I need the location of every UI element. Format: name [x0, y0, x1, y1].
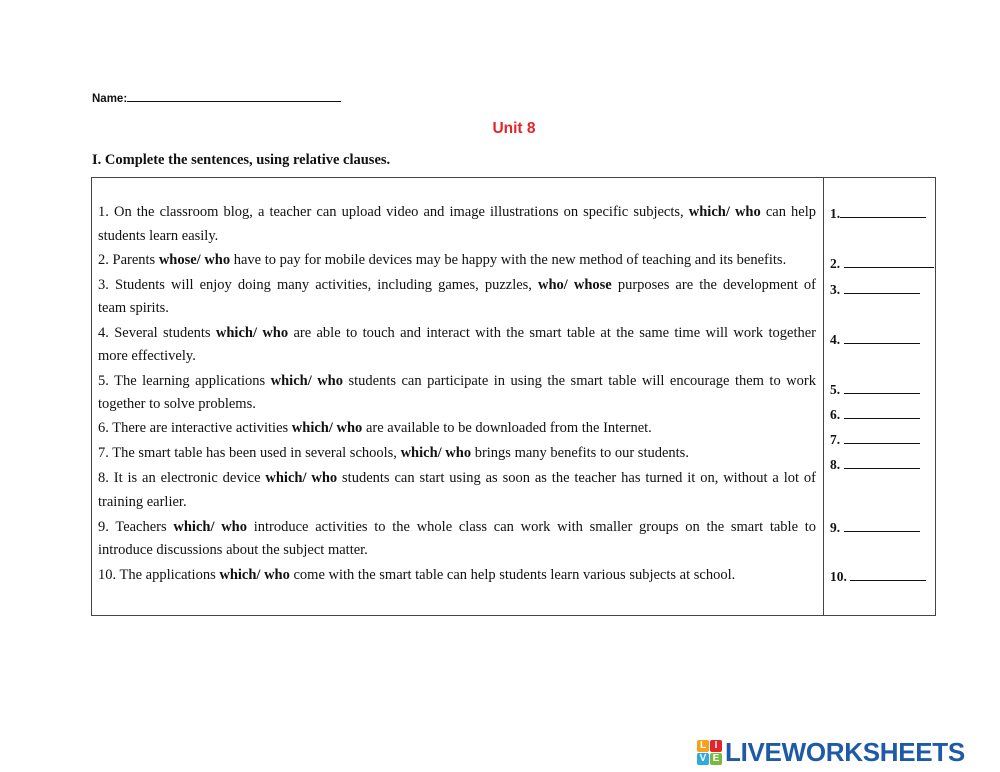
sentence-text: team spirits. [98, 300, 169, 316]
answer-blank-7[interactable] [830, 431, 920, 448]
answer-input-line[interactable] [850, 568, 926, 581]
logo-tile-i: I [710, 740, 722, 752]
answer-blank-5[interactable] [830, 381, 920, 398]
answer-input-line[interactable] [844, 519, 920, 532]
answer-input-line[interactable] [840, 205, 926, 218]
answer-number: 9. [830, 520, 844, 535]
choice-options: which/ who [270, 373, 343, 389]
logo-tile-v: V [697, 753, 709, 765]
logo-tile-l: L [697, 740, 709, 752]
name-label: Name: [92, 93, 128, 105]
answer-input-line[interactable] [844, 281, 920, 294]
sentence-1-line-1 [98, 204, 816, 220]
answer-number: 10. [830, 569, 851, 584]
sentence-number: 10. [98, 567, 120, 583]
choice-options: which/ who [173, 519, 247, 535]
sentence-number: 7. [98, 445, 113, 461]
sentence-number: 2. [98, 252, 113, 268]
answer-number: 1. [830, 206, 841, 221]
answer-input-line[interactable] [844, 255, 934, 268]
sentence-7-line-1 [98, 445, 689, 461]
sentence-text: It is an electronic device [113, 470, 266, 486]
sentence-2-line-1 [98, 252, 786, 268]
answer-number: 4. [830, 332, 844, 347]
sentence-text: can help [760, 204, 816, 220]
sentence-4-line-2 [98, 348, 196, 364]
answer-number: 8. [830, 457, 844, 472]
sentence-number: 4. [98, 325, 115, 341]
answer-blank-2[interactable] [830, 255, 934, 272]
name-field-line [92, 92, 341, 105]
choice-options: who/ whose [538, 277, 612, 293]
sentence-number: 1. [98, 204, 114, 220]
liveworksheets-logo [697, 738, 965, 766]
sentence-3-line-2 [98, 300, 169, 316]
answer-input-line[interactable] [844, 456, 920, 469]
unit-title: Unit 8 [492, 120, 536, 137]
sentence-text: purposes are the development of [611, 277, 817, 293]
answer-blank-1[interactable] [830, 205, 926, 222]
sentence-number: 6. [98, 420, 113, 436]
sentence-8-line-1 [98, 470, 816, 486]
answer-blank-9[interactable] [830, 519, 920, 536]
sentence-text: introduce activities to the whole class can work with smaller groups on the smart table to [247, 519, 817, 535]
answer-blank-4[interactable] [830, 331, 920, 348]
answer-number: 2. [830, 256, 844, 271]
answer-number: 3. [830, 282, 844, 297]
choice-options: which/ who [265, 470, 338, 486]
sentence-text: have to pay for mobile devices may be happy with the new method of teaching and its benefits. [230, 252, 787, 268]
sentence-text: are able to touch and interact with the smart table at the same time will work together [288, 325, 816, 341]
answer-input-line[interactable] [844, 381, 920, 394]
choice-options: whose/ who [158, 252, 231, 268]
answer-blank-8[interactable] [830, 456, 920, 473]
answer-input-line[interactable] [844, 406, 920, 419]
sentence-text: students learn easily. [98, 228, 219, 244]
sentence-text: come with the smart table can help students learn various subjects at school. [289, 567, 736, 583]
sentence-number: 8. [98, 470, 114, 486]
sentence-8-line-2 [98, 494, 187, 510]
answer-blank-3[interactable] [830, 281, 920, 298]
logo-text: LIVEWORKSHEETS [725, 736, 965, 767]
answer-blank-10[interactable] [830, 568, 926, 585]
logo-tiles [697, 740, 722, 765]
sentence-9-line-1 [98, 519, 816, 535]
sentence-10-line-1 [98, 567, 735, 583]
sentence-text: are available to be downloaded from the Internet. [362, 420, 652, 436]
answer-blank-6[interactable] [830, 406, 920, 423]
answer-number: 5. [830, 382, 844, 397]
exercise-instruction: I. Complete the sentences, using relative clauses. [92, 152, 391, 168]
answer-number: 7. [830, 432, 844, 447]
sentence-number: 3. [98, 277, 115, 293]
sentence-text: Parents [112, 252, 159, 268]
logo-tile-e: E [710, 753, 722, 765]
choice-options: which/ who [215, 325, 289, 341]
sentence-text: training earlier. [98, 494, 187, 510]
sentence-6-line-1 [98, 420, 652, 436]
sentence-text: The smart table has been used in several schools, [112, 445, 401, 461]
sentence-number: 5. [98, 373, 115, 389]
sentence-text: students can start using as soon as the teacher has turned it on, without a lot of [337, 470, 816, 486]
sentence-text: brings many benefits to our students. [471, 445, 689, 461]
sentence-4-line-1 [98, 325, 816, 341]
sentence-text: students can participate in using the smart table will encourage them to work [343, 373, 816, 389]
choice-options: which/ who [291, 420, 363, 436]
sentence-text: The applications [119, 567, 220, 583]
sentence-text: Several students [114, 325, 216, 341]
choice-options: which/ who [400, 445, 472, 461]
answer-number: 6. [830, 407, 844, 422]
table-column-divider [823, 177, 824, 616]
choice-options: which/ who [219, 567, 290, 583]
sentence-text: Students will enjoy doing many activities, including games, puzzles, [114, 277, 538, 293]
sentence-text: The learning applications [114, 373, 271, 389]
sentence-text: together to solve problems. [98, 396, 256, 412]
sentence-text: introduce discussions about the subject matter. [98, 542, 368, 558]
sentence-5-line-2 [98, 396, 256, 412]
sentence-text: There are interactive activities [112, 420, 292, 436]
sentence-1-line-2 [98, 228, 218, 244]
answer-input-line[interactable] [844, 431, 920, 444]
sentence-text: On the classroom blog, a teacher can upload video and image illustrations on specific subjects, [113, 204, 689, 220]
sentence-9-line-2 [98, 542, 368, 558]
sentence-5-line-1 [98, 373, 816, 389]
sentence-text: Teachers [115, 519, 174, 535]
sentence-3-line-1 [98, 277, 816, 293]
sentence-number: 9. [98, 519, 116, 535]
answer-input-line[interactable] [844, 331, 920, 344]
name-blank[interactable] [127, 92, 341, 102]
sentence-text: more effectively. [98, 348, 196, 364]
choice-options: which/ who [688, 204, 761, 220]
